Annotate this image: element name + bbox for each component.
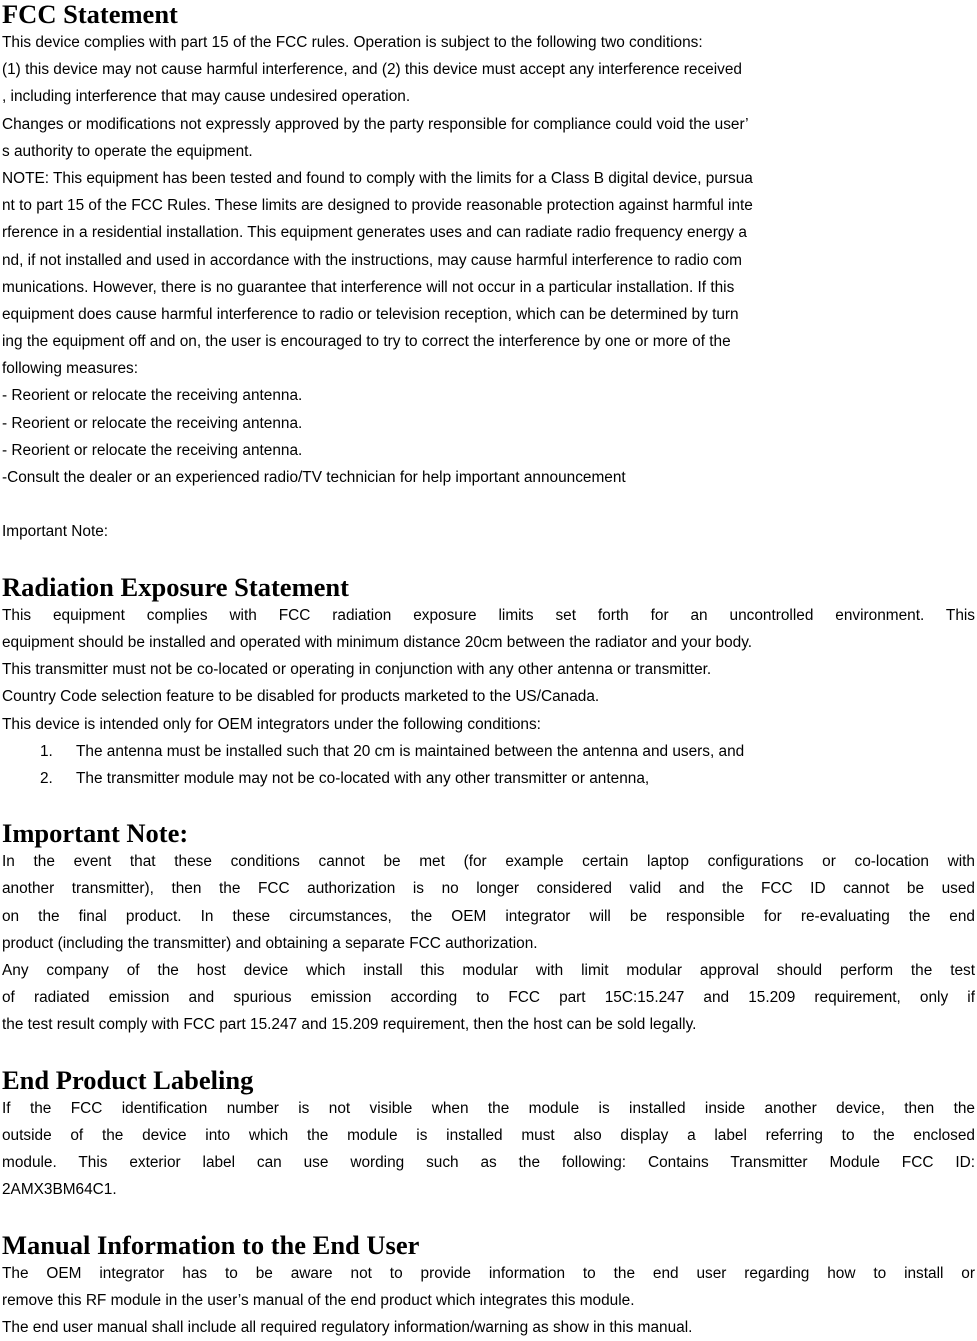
manual-information-heading: Manual Information to the End User — [2, 1229, 420, 1260]
fcc-statement-heading: FCC Statement — [2, 0, 178, 29]
fcc-statement-section — [2, 0, 975, 573]
important-line: of radiated emission and spurious emission according to FCC part 15C:15.247 and 15.209 requirement, only if — [2, 989, 975, 1007]
radiation-line: This equipment complies with FCC radiation exposure limits set forth for an uncontrolled environment. This — [2, 606, 975, 624]
important-line: another transmitter), then the FCC authorization is no longer considered valid and the FCC ID cannot be used — [2, 880, 975, 898]
spacer — [2, 1039, 975, 1066]
radiation-exposure-section — [2, 573, 975, 820]
fcc-line: nt to part 15 of the FCC Rules. These limits are designed to provide reasonable protection against harmful inte — [2, 197, 753, 215]
manual-line: remove this RF module in the user’s manual of the end product which integrates this module. — [2, 1291, 635, 1309]
fcc-line: (1) this device may not cause harmful interference, and (2) this device must accept any interference received — [2, 61, 742, 79]
important-line: In the event that these conditions cannot be met (for example certain laptop configurations or co-location with — [2, 853, 975, 871]
spacer — [2, 491, 975, 518]
spacer — [2, 546, 975, 573]
important-line: product (including the transmitter) and obtaining a separate FCC authorization. — [2, 934, 538, 952]
fcc-line: NOTE: This equipment has been tested and found to comply with the limits for a Class B digital device, pursua — [2, 169, 753, 187]
condition-number: 2. — [40, 769, 53, 787]
fcc-measure: -Consult the dealer or an experienced radio/TV technician for help important announcement — [2, 469, 626, 486]
fcc-line: Changes or modifications not expressly approved by the party responsible for compliance could void the user’ — [2, 115, 749, 133]
radiation-line: equipment should be installed and operated with minimum distance 20cm between the radiator and your body. — [2, 633, 753, 651]
fcc-line: following measures: — [2, 360, 139, 378]
fcc-line: nd, if not installed and used in accordance with the instructions, may cause harmful interference to radio com — [2, 251, 742, 269]
manual-information-section — [2, 1231, 975, 1341]
end-product-labeling-section — [2, 1066, 975, 1231]
manual-line: The OEM integrator has to be aware not to provide information to the end user regarding how to install or — [2, 1264, 975, 1282]
important-line: the test result comply with FCC part 15.247 and 15.209 requirement, then the host can be sold legally. — [2, 1016, 697, 1034]
important-note-heading: Important Note: — [2, 818, 189, 849]
radiation-line: Country Code selection feature to be disabled for products marketed to the US/Canada. — [2, 688, 600, 706]
condition-number: 1. — [40, 742, 53, 760]
radiation-exposure-heading: Radiation Exposure Statement — [2, 571, 349, 602]
radiation-line: This device is intended only for OEM integrators under the following conditions: — [2, 715, 541, 733]
condition-list-item — [2, 738, 975, 765]
fcc-line: s authority to operate the equipment. — [2, 142, 253, 160]
labeling-line: outside of the device into which the module is installed must also display a label referring to the enclosed — [2, 1126, 975, 1144]
fcc-measure: - Reorient or relocate the receiving antenna. — [2, 414, 303, 432]
important-line: Any company of the host device which install this modular with limit modular approval should perform the test — [2, 962, 975, 979]
important-note-section — [2, 819, 975, 1066]
manual-line: The end user manual shall include all required regulatory information/warning as show in this manual. — [2, 1319, 693, 1337]
spacer — [2, 1204, 975, 1231]
labeling-line: If the FCC identification number is not visible when the module is installed inside another device, then the — [2, 1099, 975, 1117]
radiation-line: This transmitter must not be co-located or operating in conjunction with any other antenna or transmitter. — [2, 661, 712, 679]
condition-list-item — [2, 765, 975, 792]
fcc-measure: - Reorient or relocate the receiving antenna. — [2, 387, 303, 405]
fcc-measure: - Reorient or relocate the receiving antenna. — [2, 441, 303, 459]
fcc-line: This device complies with part 15 of the FCC rules. Operation is subject to the following two conditions: — [2, 34, 703, 51]
spacer — [2, 792, 975, 819]
labeling-line: module. This exterior label can use wording such as the following: Contains Transmitter Module FCC ID: — [2, 1154, 975, 1172]
fcc-important-note-label: Important Note: — [2, 523, 109, 541]
condition-text: The antenna must be installed such that 20 cm is maintained between the antenna and users, and — [76, 742, 745, 760]
fcc-line: rference in a residential installation. This equipment generates uses and can radiate radio frequency energy a — [2, 224, 747, 242]
fcc-line: equipment does cause harmful interference to radio or television reception, which can be determined by turn — [2, 305, 739, 323]
fcc-line: munications. However, there is no guarantee that interference will not occur in a particular installation. If this — [2, 278, 735, 296]
condition-text: The transmitter module may not be co-located with any other transmitter or antenna, — [76, 769, 650, 787]
document — [2, 0, 975, 1341]
important-line: on the final product. In these circumstances, the OEM integrator will be responsible for re-evaluating the end — [2, 907, 975, 925]
fcc-line: ing the equipment off and on, the user is encouraged to try to correct the interference by one or more of the — [2, 333, 731, 351]
fcc-line: , including interference that may cause undesired operation. — [2, 88, 411, 106]
labeling-line: 2AMX3BM64C1. — [2, 1181, 117, 1199]
end-product-labeling-heading: End Product Labeling — [2, 1064, 254, 1095]
